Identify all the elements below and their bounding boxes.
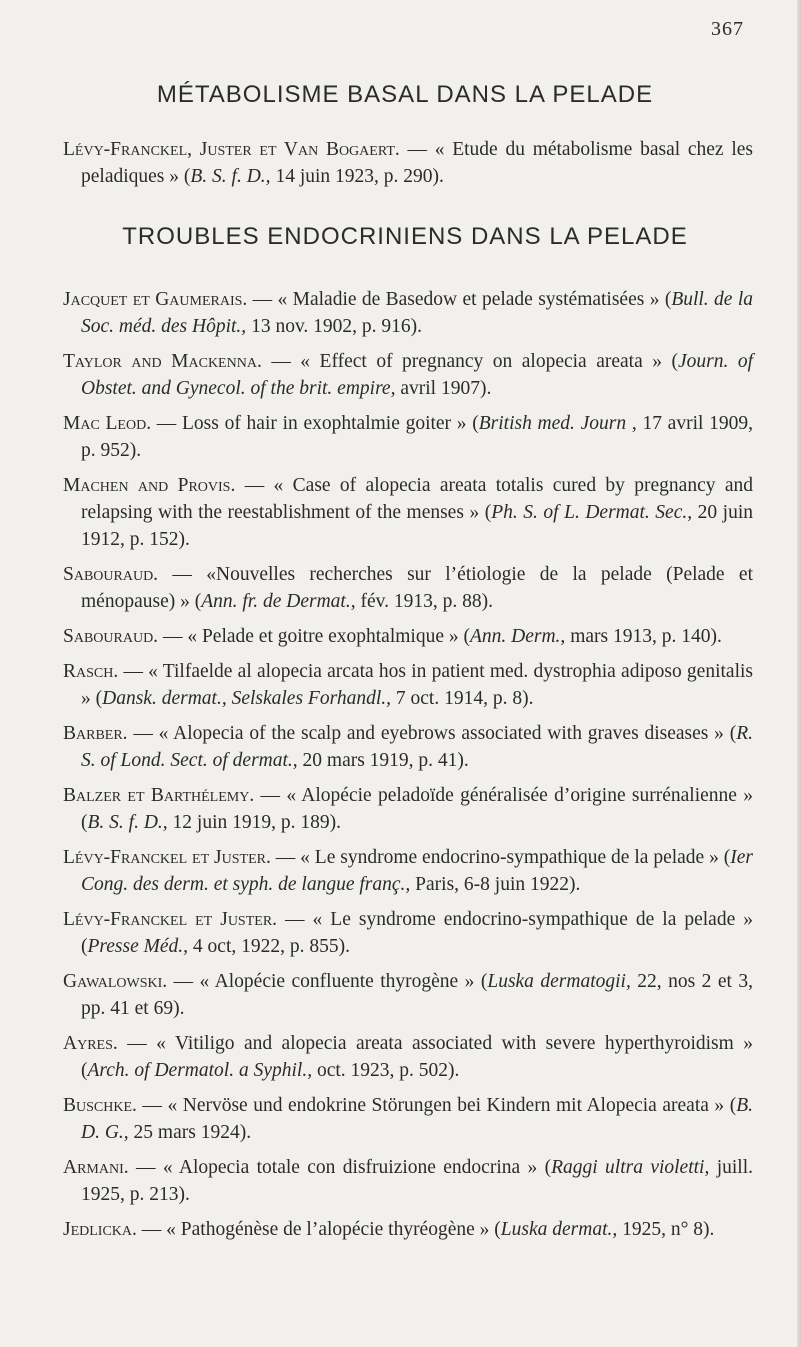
- reference-entry: [63, 1216, 753, 1243]
- reference-title: — « Tilfaelde al alopecia arcata hos in patient med. dystrophia adiposo genitalis » (: [81, 661, 753, 709]
- reference-source: Luska dermatogii,: [487, 971, 631, 992]
- reference-title: — « Alopecia of the scalp and eyebrows associated with graves diseases » (: [127, 723, 737, 744]
- reference-author: Lévy-Franckel, Juster et Van Bogaert.: [63, 139, 400, 160]
- reference-entry: [63, 561, 753, 615]
- reference-source: R. S. of Lond. Sect. of dermat.,: [81, 723, 753, 771]
- reference-title: — « Alopecia totale con disfruizione endocrina » (: [128, 1157, 552, 1178]
- reference-details: 17 avril 1909, p. 952).: [81, 413, 754, 461]
- reference-entry: [63, 720, 753, 774]
- reference-entry: [63, 348, 753, 402]
- reference-title: — Loss of hair in exophtalmie goiter » (: [151, 413, 479, 434]
- reference-author: Lévy-Franckel et Juster.: [63, 909, 278, 930]
- reference-entry: [63, 1030, 753, 1084]
- reference-title: — « Le syndrome endocrino-sympathique de la pelade » (: [81, 909, 753, 957]
- reference-source: Ann. Derm.,: [469, 626, 566, 647]
- reference-source: Luska dermat.,: [500, 1219, 618, 1240]
- reference-list-metabolism: [63, 136, 753, 198]
- reference-source: Dansk. dermat., Selskales Forhandl.,: [102, 688, 391, 709]
- reference-author: Mac Leod.: [63, 413, 152, 434]
- reference-title: — «Nouvelles recherches sur l’étiologie de la pelade (Pelade et ménopause) » (: [81, 564, 753, 612]
- reference-details: 13 nov. 1902, p. 916).: [246, 316, 423, 337]
- reference-author: Jacquet et Gaumerais.: [63, 289, 248, 310]
- reference-author: Jedlicka.: [63, 1219, 137, 1240]
- reference-source: Raggi ultra violetti,: [551, 1157, 710, 1178]
- reference-list-endocrine: [63, 286, 753, 1251]
- page-edge-shadow: [797, 0, 801, 1347]
- reference-author: Taylor and Mackenna.: [63, 351, 262, 372]
- reference-source: Arch. of Dermatol. a Syphil.,: [87, 1060, 313, 1081]
- reference-entry: [63, 1154, 753, 1208]
- reference-details: mars 1913, p. 140).: [565, 626, 722, 647]
- reference-source: Ann. fr. de Dermat.,: [201, 591, 356, 612]
- reference-title: — « Case of alopecia areata totalis cured by pregnancy and relapsing with the reestablishment of the menses » (: [81, 475, 754, 523]
- reference-title: — « Le syndrome endocrino-sympathique de la pelade » (: [270, 847, 731, 868]
- reference-title: — « Pathogénèse de l’alopécie thyréogène » (: [136, 1219, 501, 1240]
- reference-title: — « Vitiligo and alopecia areata associated with severe hyperthyroidism » (: [81, 1033, 753, 1081]
- reference-source: Ier Cong. des derm. et syph. de langue franç.,: [81, 847, 753, 895]
- reference-title: — « Alopécie peladoïde généralisée d’origine surrénalienne » (: [81, 785, 754, 833]
- reference-entry: [63, 136, 753, 190]
- reference-details: 25 mars 1924).: [128, 1122, 252, 1143]
- page-number: 367: [711, 18, 744, 40]
- reference-entry: [63, 844, 753, 898]
- reference-details: oct. 1923, p. 502).: [312, 1060, 460, 1081]
- reference-author: Gawalowski.: [63, 971, 168, 992]
- reference-source: British med. Journ ,: [478, 413, 637, 434]
- reference-details: 22, nos 2 et 3, pp. 41 et 69).: [81, 971, 753, 1019]
- reference-entry: [63, 286, 753, 340]
- reference-author: Armani.: [63, 1157, 129, 1178]
- reference-details: 20 juin 1912, p. 152).: [81, 502, 753, 550]
- reference-author: Buschke.: [63, 1095, 137, 1116]
- reference-source: Bull. de la Soc. méd. des Hôpit.,: [81, 289, 753, 337]
- reference-details: 14 juin 1923, p. 290).: [270, 166, 444, 187]
- reference-entry: [63, 623, 753, 650]
- reference-details: Paris, 6-8 juin 1922).: [410, 874, 581, 895]
- reference-details: 4 oct, 1922, p. 855).: [188, 936, 350, 957]
- reference-source: B. S. f. D.,: [190, 166, 271, 187]
- reference-entry: [63, 472, 753, 553]
- reference-entry: [63, 410, 753, 464]
- reference-entry: [63, 658, 753, 712]
- reference-title: — « Effect of pregnancy on alopecia areata » (: [261, 351, 678, 372]
- reference-title: — « Etude du métabolisme basal chez les peladiques » (: [81, 139, 753, 187]
- section-heading-endocrine: TROUBLES ENDOCRINIENS DANS LA PELADE: [122, 223, 688, 250]
- reference-entry: [63, 782, 753, 836]
- reference-author: Sabouraud.: [63, 564, 159, 585]
- reference-details: 20 mars 1919, p. 41).: [297, 750, 469, 771]
- reference-author: Balzer et Barthélemy.: [63, 785, 255, 806]
- reference-entry: [63, 1092, 753, 1146]
- reference-title: — « Nervöse und endokrine Störungen bei Kindern mit Alopecia areata » (: [136, 1095, 737, 1116]
- reference-author: Lévy-Franckel et Juster.: [63, 847, 271, 868]
- reference-title: — « Pelade et goitre exophtalmique » (: [158, 626, 470, 647]
- reference-details: fév. 1913, p. 88).: [355, 591, 493, 612]
- reference-author: Sabouraud.: [63, 626, 159, 647]
- reference-details: 12 juin 1919, p. 189).: [167, 812, 342, 833]
- reference-details: 1925, n° 8).: [617, 1219, 715, 1240]
- reference-source: Ph. S. of L. Dermat. Sec.,: [491, 502, 693, 523]
- reference-details: avril 1907).: [395, 378, 492, 399]
- reference-entry: [63, 906, 753, 960]
- reference-source: B. S. f. D.,: [87, 812, 168, 833]
- reference-source: Presse Méd.,: [87, 936, 189, 957]
- reference-title: — « Maladie de Basedow et pelade systématisées » (: [247, 289, 672, 310]
- reference-title: — « Alopécie confluente thyrogène » (: [167, 971, 488, 992]
- reference-entry: [63, 968, 753, 1022]
- reference-author: Rasch.: [63, 661, 119, 682]
- reference-source: B. D. G.,: [81, 1095, 753, 1143]
- reference-author: Barber.: [63, 723, 128, 744]
- reference-details: 7 oct. 1914, p. 8).: [391, 688, 534, 709]
- reference-details: juill. 1925, p. 213).: [81, 1157, 753, 1205]
- reference-source: Journ. of Obstet. and Gynecol. of the brit. empire,: [81, 351, 753, 399]
- section-heading-metabolism: MÉTABOLISME BASAL DANS LA PELADE: [156, 81, 654, 108]
- reference-author: Ayres.: [63, 1033, 118, 1054]
- reference-author: Machen and Provis.: [63, 475, 236, 496]
